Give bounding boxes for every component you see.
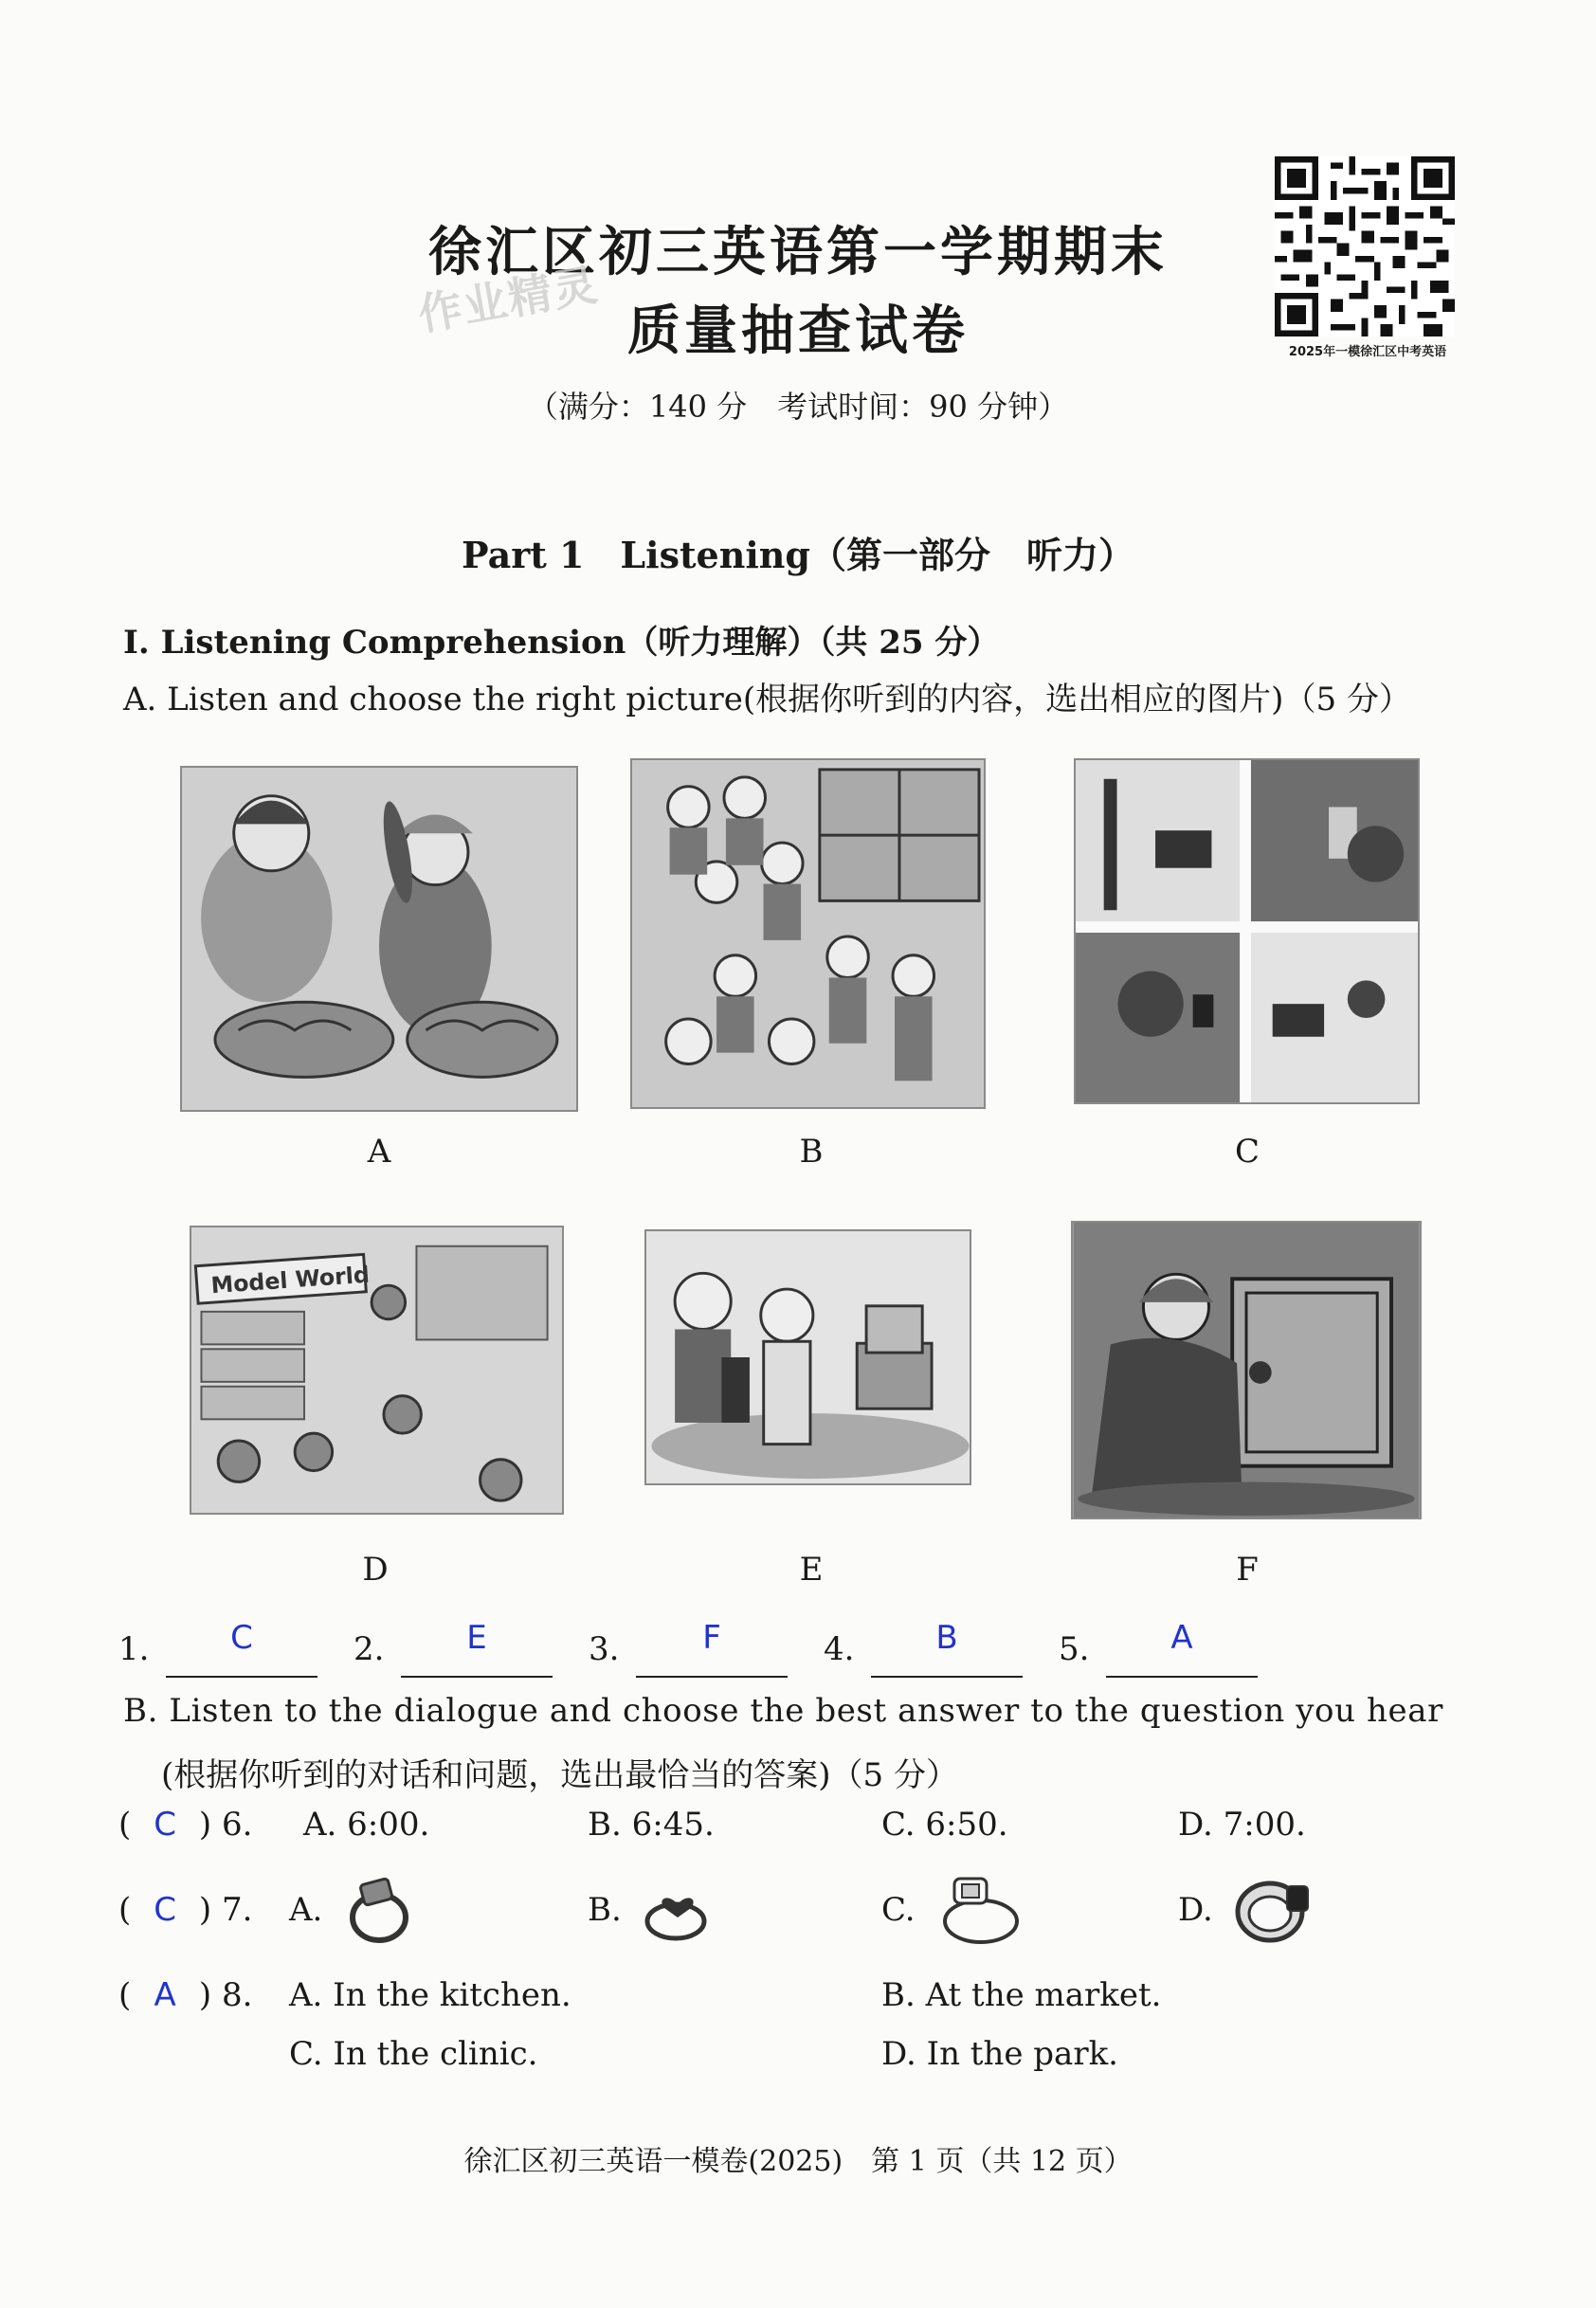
- question-number: 6.: [221, 1806, 253, 1844]
- answer-value-3: F: [702, 1619, 721, 1657]
- question-number: 8.: [221, 1976, 253, 2014]
- option-7a-label: A.: [289, 1891, 323, 1929]
- blank-number: 4.: [824, 1630, 855, 1668]
- question-6: [118, 1806, 252, 1844]
- option-8a: A. In the kitchen.: [289, 1976, 571, 2014]
- paren-close: ): [198, 1806, 212, 1844]
- answer-blank-4[interactable]: [871, 1676, 1023, 1678]
- blank-number: 3.: [589, 1630, 620, 1668]
- black-stone-ring-icon: [1230, 1869, 1315, 1950]
- part-heading: Part 1 Listening（第一部分 听力）: [462, 534, 1134, 576]
- option-6a: A. 6:00.: [303, 1806, 430, 1844]
- blank-item: [589, 1630, 619, 1668]
- section-heading: Ⅰ. Listening Comprehension（听力理解）（共 25 分）: [123, 624, 1000, 662]
- answer-value-2: E: [466, 1619, 487, 1657]
- page-footer: 徐汇区初三英语一模卷(2025) 第 1 页（共 12 页）: [463, 2145, 1133, 2178]
- picture-b-pet-shop: [630, 758, 986, 1109]
- blank-number: 5.: [1059, 1630, 1090, 1668]
- question-number: 7.: [221, 1891, 253, 1929]
- blank-item: [118, 1630, 149, 1668]
- exam-title-line2: 质量抽查试卷: [627, 300, 969, 362]
- option-7d-label: D.: [1178, 1891, 1213, 1929]
- picture-f-man-opening-safe: [1071, 1221, 1422, 1519]
- answer-q6[interactable]: C: [154, 1806, 176, 1844]
- blank-item: [354, 1630, 384, 1668]
- answer-blank-1[interactable]: [166, 1676, 317, 1678]
- picture-a-fish-market: [180, 766, 578, 1112]
- answer-blanks-row: [118, 1619, 1445, 1687]
- question-7: [118, 1891, 252, 1929]
- answer-value-1: C: [230, 1619, 253, 1657]
- answer-blank-5[interactable]: [1106, 1676, 1258, 1678]
- picture-label-d: D: [362, 1551, 389, 1589]
- paren-open: (: [118, 1976, 132, 2014]
- option-8c: C. In the clinic.: [289, 2035, 538, 2073]
- question-8: [118, 1976, 252, 2014]
- picture-label-f: F: [1236, 1551, 1259, 1589]
- signet-ring-icon: [341, 1872, 417, 1948]
- paren-open: (: [118, 1806, 132, 1844]
- option-6b: B. 6:45.: [588, 1806, 715, 1844]
- blank-number: 2.: [354, 1630, 385, 1668]
- option-8b: B. At the market.: [881, 1976, 1162, 2014]
- picture-label-c: C: [1234, 1133, 1260, 1171]
- answer-blank-3[interactable]: [636, 1676, 788, 1678]
- picture-label-b: B: [799, 1133, 824, 1171]
- watermark: 作业精灵: [414, 258, 603, 341]
- sub-b-instruction-line1: B. Listen to the dialogue and choose the best answer to the question you hear: [123, 1692, 1443, 1730]
- paren-close: ): [198, 1891, 212, 1929]
- heart-ring-icon: [640, 1872, 716, 1948]
- fish-market-icon: [182, 768, 576, 1110]
- qr-code-icon[interactable]: [1275, 156, 1455, 336]
- answer-value-5: A: [1170, 1619, 1193, 1657]
- qr-caption: 2025年一模徐汇区中考英语: [1288, 345, 1447, 359]
- option-6c: C. 6:50.: [881, 1806, 1008, 1844]
- blank-item: [824, 1630, 854, 1668]
- answer-value-4: B: [935, 1619, 958, 1657]
- answer-q8[interactable]: A: [154, 1976, 176, 2014]
- exam-title-line1: 徐汇区初三英语第一学期期末: [428, 222, 1168, 283]
- option-7b-label: B.: [588, 1891, 622, 1929]
- picture-label-e: E: [799, 1551, 824, 1589]
- diamond-ring-icon: [934, 1869, 1024, 1950]
- picture-label-a: A: [367, 1133, 391, 1171]
- answer-blank-2[interactable]: [401, 1676, 553, 1678]
- answer-q7[interactable]: C: [154, 1891, 176, 1929]
- picture-e-clothes-armchair: [644, 1229, 971, 1485]
- option-7c-label: C.: [881, 1891, 916, 1929]
- picture-d-model-world-shop: [190, 1226, 564, 1515]
- picture-c-smart-devices: [1074, 758, 1420, 1104]
- svg-text:Model World: Model World: [209, 1261, 371, 1299]
- sub-b-instruction-line2: (根据你听到的对话和问题，选出最恰当的答案)（5 分）: [161, 1756, 958, 1794]
- exam-meta: （满分：140 分 考试时间：90 分钟）: [527, 389, 1069, 425]
- blank-item: [1059, 1630, 1089, 1668]
- paren-open: (: [118, 1891, 132, 1929]
- blank-number: 1.: [118, 1630, 150, 1668]
- option-8d: D. In the park.: [881, 2035, 1118, 2073]
- paren-close: ): [198, 1976, 212, 2014]
- option-6d: D. 7:00.: [1178, 1806, 1306, 1844]
- sub-a-instruction: A. Listen and choose the right picture(根据你听到的内容，选出相应的图片)（5 分）: [123, 681, 1411, 718]
